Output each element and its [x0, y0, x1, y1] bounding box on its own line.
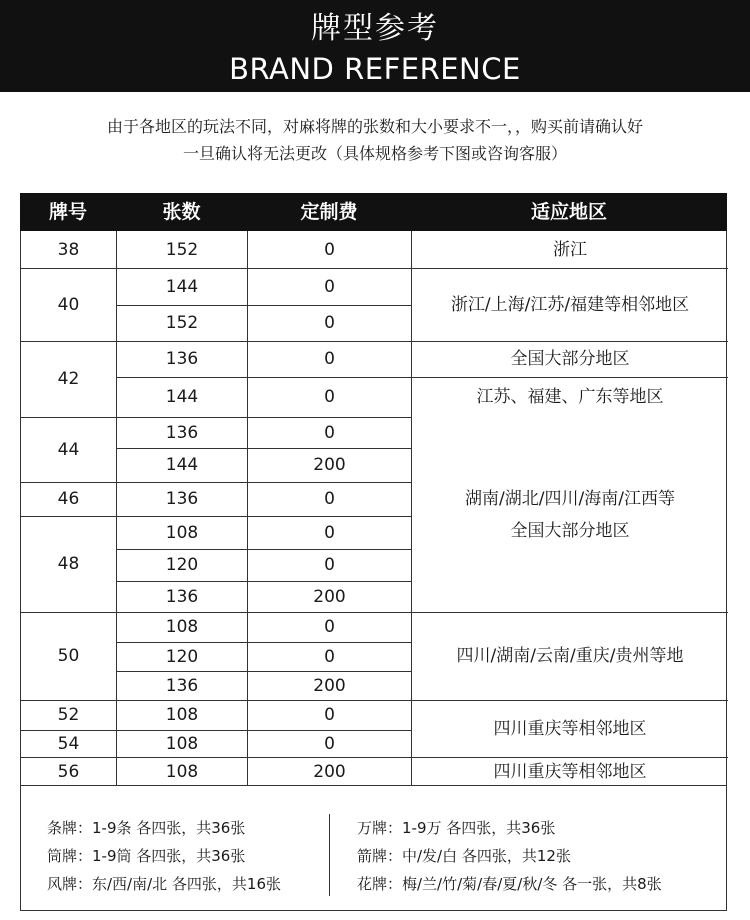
fee-cell: 0 — [324, 733, 335, 754]
fee-cell: 0 — [324, 522, 335, 543]
notice-line-2: 一旦确认将无法更改（具体规格参考下图或咨询客服） — [182, 144, 567, 163]
size-cell: 42 — [57, 369, 80, 389]
fee-cell: 0 — [324, 276, 335, 297]
column-header-region: 适应地区 — [530, 201, 607, 223]
footer-right-line: 万牌：1-9万 各四张，共36张 — [357, 819, 556, 837]
fee-cell: 0 — [324, 387, 335, 407]
region-cell: 全国大部分地区 — [510, 349, 630, 369]
fee-cell: 0 — [324, 422, 335, 443]
footer-right-line: 花牌：梅/兰/竹/菊/春/夏/秋/冬 各一张，共8张 — [357, 875, 662, 893]
size-cell: 56 — [57, 761, 80, 782]
footer-left-line: 筒牌：1-9筒 各四张，共36张 — [47, 847, 246, 865]
footer-left-line: 条牌：1-9条 各四张，共36张 — [47, 819, 246, 837]
region-cell: 浙江 — [553, 239, 587, 260]
count-cell: 136 — [165, 422, 199, 443]
count-cell: 136 — [165, 675, 199, 696]
count-cell: 144 — [165, 276, 199, 297]
notice-line-1: 由于各地区的玩法不同，对麻将牌的张数和大小要求不一，，购买前请确认好 — [106, 117, 643, 136]
fee-cell: 0 — [324, 313, 335, 333]
fee-cell: 0 — [324, 239, 335, 260]
page-title: 牌型参考 — [311, 11, 439, 46]
count-cell: 108 — [165, 761, 199, 782]
count-cell: 120 — [165, 646, 199, 667]
size-cell: 38 — [57, 239, 80, 260]
reference-table — [20, 231, 727, 786]
count-cell: 144 — [165, 455, 199, 475]
count-cell: 108 — [165, 617, 199, 637]
size-cell: 46 — [57, 489, 80, 509]
region-cell: 湖南/湖北/四川/海南/江西等 全国大部分地区 — [465, 488, 675, 541]
table-header — [20, 193, 727, 231]
size-cell: 44 — [57, 439, 80, 460]
tile-composition-footer — [20, 786, 727, 911]
footer-divider — [329, 814, 330, 896]
region-cell: 四川重庆等相邻地区 — [493, 718, 647, 739]
size-cell: 50 — [57, 646, 80, 666]
count-cell: 152 — [165, 239, 199, 260]
footer-right-line: 箭牌：中/发/白 各四张，共12张 — [357, 847, 571, 865]
count-cell: 108 — [165, 733, 199, 754]
fee-cell: 0 — [324, 646, 335, 667]
column-header-size: 牌号 — [48, 201, 87, 223]
count-cell: 144 — [165, 387, 199, 407]
region-cell: 四川重庆等相邻地区 — [493, 761, 647, 782]
size-cell: 54 — [57, 733, 80, 754]
fee-cell: 200 — [313, 761, 346, 782]
count-cell: 152 — [165, 313, 199, 333]
count-cell: 136 — [165, 349, 199, 369]
size-cell: 40 — [57, 294, 80, 315]
size-cell: 52 — [57, 705, 80, 725]
fee-cell: 0 — [324, 705, 335, 725]
column-header-fee: 定制费 — [300, 201, 358, 223]
fee-cell: 0 — [324, 489, 335, 509]
fee-cell: 200 — [313, 455, 346, 475]
fee-cell: 0 — [324, 617, 335, 637]
count-cell: 108 — [165, 522, 199, 543]
count-cell: 120 — [165, 555, 199, 575]
column-header-count: 张数 — [162, 201, 201, 223]
count-cell: 108 — [165, 705, 199, 725]
footer-left-line: 风牌：东/西/南/北 各四张，共16张 — [47, 875, 282, 893]
count-cell: 136 — [165, 489, 199, 509]
count-cell: 136 — [165, 586, 199, 607]
fee-cell: 0 — [324, 555, 335, 575]
fee-cell: 200 — [313, 675, 346, 696]
fee-cell: 200 — [313, 586, 346, 607]
region-cell: 四川/湖南/云南/重庆/贵州等地 — [456, 646, 684, 666]
size-cell: 48 — [57, 554, 80, 574]
region-cell: 浙江/上海/江苏/福建等相邻地区 — [450, 294, 690, 315]
fee-cell: 0 — [324, 349, 335, 369]
page-subtitle: BRAND REFERENCE — [229, 52, 521, 86]
page-header — [0, 0, 750, 92]
region-cell: 江苏、福建、广东等地区 — [476, 387, 664, 407]
